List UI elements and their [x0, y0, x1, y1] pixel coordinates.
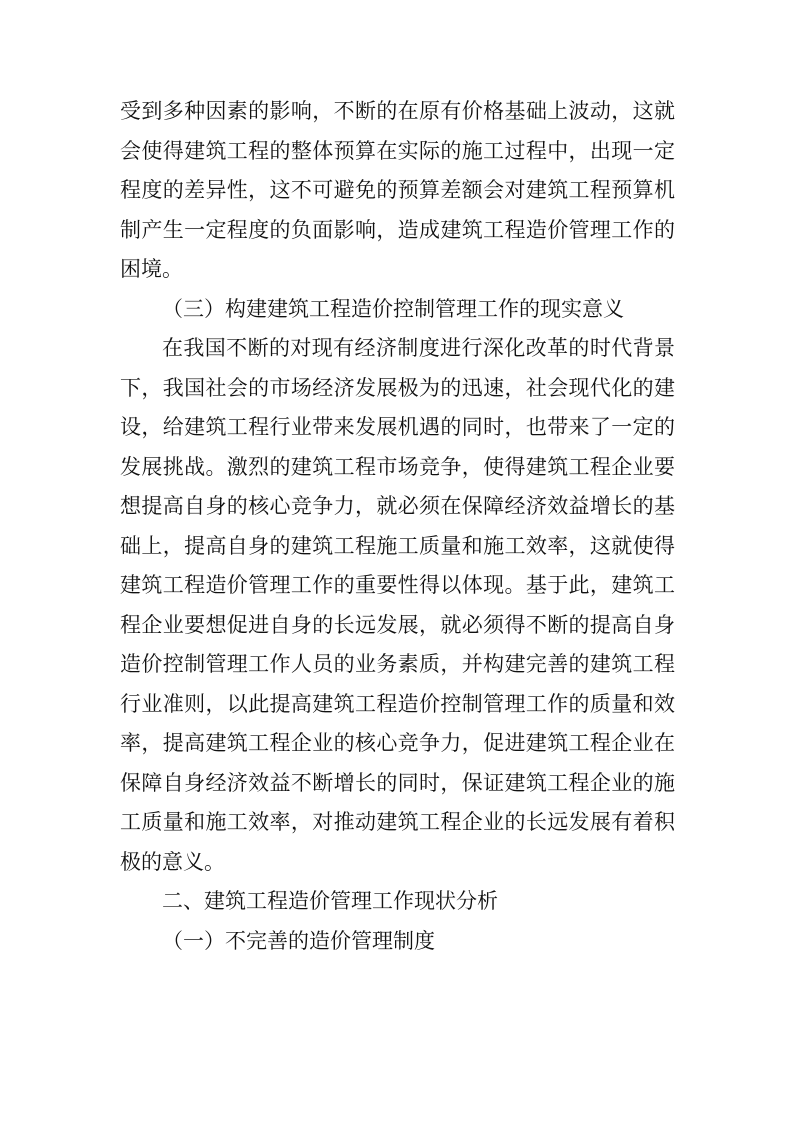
paragraph-continuation: 受到多种因素的影响，不断的在原有价格基础上波动，这就会使得建筑工程的整体预算在实际的施工过程中，出现一定程度的差异性，这不可避免的预算差额会对建筑工程预算机制产生一定程度的负面影响，造成建筑工程造价管理工作的困境。	[120, 99, 675, 281]
subsection-heading-3: （三）构建建筑工程造价控制管理工作的现实意义	[162, 296, 624, 321]
subsection-heading-2-1: （一）不完善的造价管理制度	[162, 928, 435, 953]
paragraph-significance: 在我国不断的对现有经济制度进行深化改革的时代背景下，我国社会的市场经济发展极为的迅速，社会现代化的建设，给建筑工程行业带来发展机遇的同时，也带来了一定的发展挑战。激烈的建筑工程市场竞争，使得建筑工程企业要想提高自身的核心竞争力，就必须在保障经济效益增长的基础上，提高自身的建筑工程施工质量和施工效率，这就使得建筑工程造价管理工作的重要性得以体现。基于此，建筑工程企业要想促进自身的长远发展，就必须得不断的提高自身造价控制管理工作人员的业务素质，并构建完善的建筑工程行业准则，以此提高建筑工程造价控制管理工作的质量和效率，提高建筑工程企业的核心竞争力，促进建筑工程企业在保障自身经济效益不断增长的同时，保证建筑工程企业的施工质量和施工效率，对推动建筑工程企业的长远发展有着积极的意义。	[120, 336, 675, 874]
document-body	[120, 92, 675, 961]
section-heading-2: 二、建筑工程造价管理工作现状分析	[162, 889, 498, 913]
